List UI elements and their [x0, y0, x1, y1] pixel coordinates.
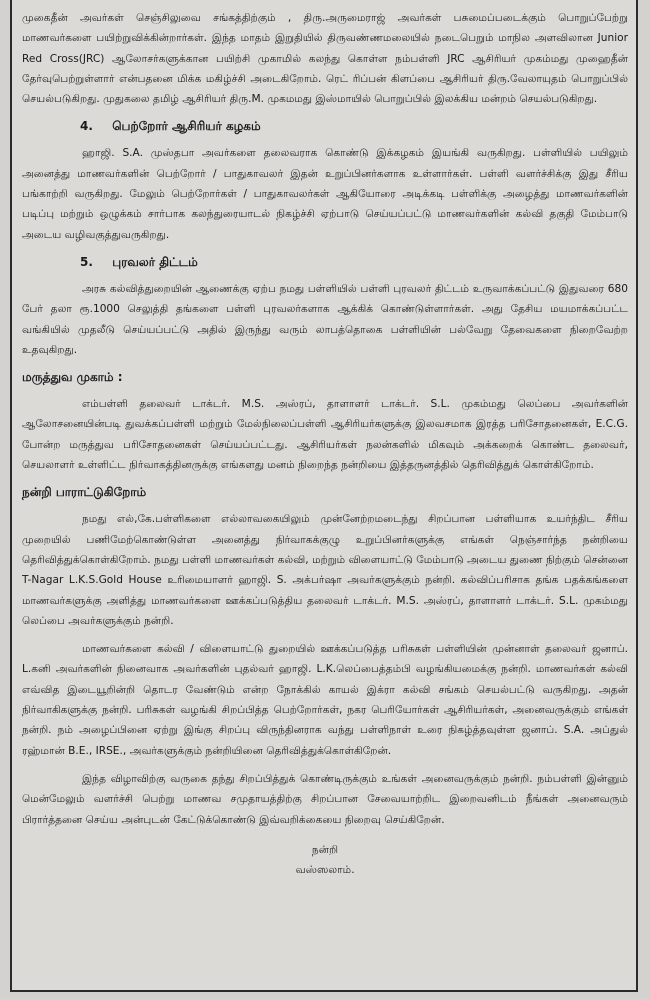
medical-paragraph: எம்பள்ளி தலைவர் டாக்டர். M.S. அஸ்ரப், தாளாளர் டாக்டர். S.L. முகம்மது லெப்பை அவர்களின் ஆலோசனையின்படி துவக்கப்பள்ளி மற்றும் மேல்நிலைப்பள்ளி ஆசிரியர்களுக்கு இலவசமாக இரத்த பரிசோதனைகள், E.C.G. போன்ற மருத்துவ பரிசோதனைகள் செய்யப்பட்டது. ஆசிரியர்கள் நலன்களில் மிகவும் அக்கறைக் கொண்ட தலைவர், செயலாளர் உள்ளிட்ட நிர்வாகத்தினருக்கு எங்களது மனம் நிறைந்த நன்றியை இத்தருனத்தில் தெரிவித்துக் கொள்கிறோம்.: [22, 398, 628, 472]
pta-heading-number: 4.: [80, 119, 93, 134]
closing-salam: வஸ்ஸலாம்.: [295, 863, 355, 876]
closing-block: [22, 840, 628, 880]
thanks-heading: நன்றி பாராட்டுகிறோம்: [22, 485, 147, 500]
thanks-paragraph-2: மாணவர்களை கல்வி / விளையாட்டு துறையில் ஊக்கப்படுத்த பரிசுகள் பள்ளியின் முன்னாள் தலைவர் ஜனாப். L.கனி அவர்களின் நினைவாக அவர்களின் புதல்வர் ஹாஜி. L.K.லெப்பைத்தம்பி வழங்கியமைக்கு நன்றி. மாணவர்கள் கல்வி எவ்வித இடையூறின்றி தொடர வேண்டும் என்ற நோக்கில் காயல் இக்ரா கல்வி சங்கம் செயல்பட்டு வருகிறது. அதன் நிர்வாகிகளுக்கு நன்றி. பரிசுகள் வழங்கி சிறப்பித்த பெற்றோர்கள், நகர பெரியோர்கள் ஆசிரியர்கள், அனைவருக்கும் எங்கள் நன்றி. நம் அழைப்பினை ஏற்று இங்கு சிறப்பு விருந்தினராக வந்து பள்ளிநாள் உரை நிகழ்த்தவுள்ள ஜனாப். S.A. அப்துல் ரஹ்மான் B.E., IRSE., அவர்களுக்கும் நன்றியினை தெரிவித்துக்கொள்கிறேன்.: [22, 643, 628, 757]
thanks-paragraph-3: இந்த விழாவிற்கு வருகை தந்து சிறப்பித்துக் கொண்டிருக்கும் உங்கள் அனைவருக்கும் நன்றி. நம்பள்ளி இன்னும் மென்மேலும் வளர்ச்சி பெற்று மாணவ சமுதாயத்திற்கு சிறப்பான சேவையாற்றிட இறைவனிடம் நீங்கள் அனைவரும் பிரார்த்தனை செய்ய அன்புடன் கேட்டுக்கொண்டு இவ்வறிக்கையை நிறைவு செய்கிறேன்.: [22, 772, 628, 826]
document-page: [10, 0, 638, 992]
closing-thanks: நன்றி: [311, 843, 339, 856]
patron-heading-number: 5.: [80, 254, 93, 269]
document-content: [22, 8, 628, 880]
patron-heading-text: புரவலர் திட்டம்: [112, 254, 198, 269]
pta-paragraph: ஹாஜி. S.A. முஸ்தபா அவர்களை தலைவராக கொண்டு இக்கழகம் இயங்கி வருகிறது. பள்ளியில் பயிலும் அனைத்து மாணவர்களின் பெற்றோர் / பாதுகாவலர் இதன் உறுப்பினர்களாக உள்ளார்கள். பள்ளி வளர்ச்சிக்கு இது சீரிய பங்காற்றி வருகிறது. மேலும் பெற்றோர்கள் / பாதுகாவலர்கள் ஆகியோரை அடிக்கடி பள்ளிக்கு அழைத்து மாணவர்களின் படிப்பு மற்றும் ஒழுக்கம் சார்பாக கலந்துரையாடல் நிகழ்ச்சி ஏற்பாடு செய்யப்பட்டு மாணவர்களின் கல்வி தகுதி மேம்பாடு அடைய வழிவகுத்துவருகிறது.: [22, 147, 628, 241]
patron-heading: [22, 253, 628, 271]
intro-paragraph: முகைதீன் அவர்கள் செஞ்சிலுவை சங்கத்திற்கும் , திரு.அருமைராஜ் அவர்கள் பசுமைப்படைக்கும் பொறுப்பேற்று மாணவர்களை பயிற்றுவிக்கின்றார்கள். இந்த மாதம் இறுதியில் திருவண்ணமலையில் நடைபெறும் மாநில அளவிலான Junior Red Cross(JRC) ஆலோசர்களுக்கான பயிற்சி முகாமில் கலந்து கொள்ள நம்பள்ளி JRC ஆசிரியர் முகம்மது முஹைதீன் தேர்வுபெற்றுள்ளார் என்பதனை மிக்க மகிழ்ச்சி அடைகிறோம். ரெட் ரிப்பன் கிளப்பை ஆசிரியர் திரு.வேலாயுதம் பொறுப்பில் செயல்படுகிறது. முதுகலை தமிழ் ஆசிரியர் திரு.M. முகமமது இஸ்மாயில் பொறுப்பில் இலக்கிய மன்றம் செயல்படுகிறது.: [22, 12, 628, 106]
medical-heading: மருத்துவ முகாம் :: [22, 370, 123, 385]
pta-heading: [22, 117, 628, 135]
patron-paragraph: அரசு கல்வித்துறையின் ஆணைக்கு ஏற்ப நமது பள்ளியில் பள்ளி புரவலர் திட்டம் உருவாக்கப்பட்டு இதுவரை 680 பேர் தலா ரூ.1000 செலுத்தி தங்களை பள்ளி புரவலர்களாக ஆக்கிக் கொண்டுள்ளார்கள். அது தேசிய மயமாக்கப்பட்ட வங்கியில் முதலீடு செய்யப்பட்டு அதில் இருந்து வரும் லாபத்தொகை பள்ளியின் பல்வேறு தேவைகளை நிறைவேற்ற உதவுகிறது.: [22, 282, 628, 356]
thanks-paragraph-1: நமது எல்,கே.பள்ளிகளை எல்லாவகையிலும் முன்னேற்றமடைந்து சிறப்பான பள்ளியாக உயர்ந்திட சீரிய முறையில் பணிமேற்கொண்டுள்ள அனைத்து நிர்வாகக்குழு உறுப்பினர்களுக்கு எங்கள் நெஞ்சார்ந்த நன்றியை தெரிவித்துக்கொள்கிறோம். நமது பள்ளி மாணவர்கள் கல்வி, மற்றும் விளையாட்டு மேம்பாடு அடைய துணை நிற்கும் சென்னை T-Nagar L.K.S.Gold House உரிமையாளர் ஹாஜி. S. அக்பர்ஷா அவர்களுக்கும் நன்றி. கல்விப்பரிசாக தங்க பதக்கங்களை மாணவர்களுக்கு அளித்து மாணவர்களை ஊக்கப்படுத்திய தலைவர் டாக்டர். M.S. அஸ்ரப், தாளாளர் டாக்டர். S.L. முகம்மது லெப்பை அவர்களுக்கும் நன்றி.: [22, 513, 628, 627]
pta-heading-text: பெற்றோர் ஆசிரியர் கழகம்: [112, 119, 261, 134]
